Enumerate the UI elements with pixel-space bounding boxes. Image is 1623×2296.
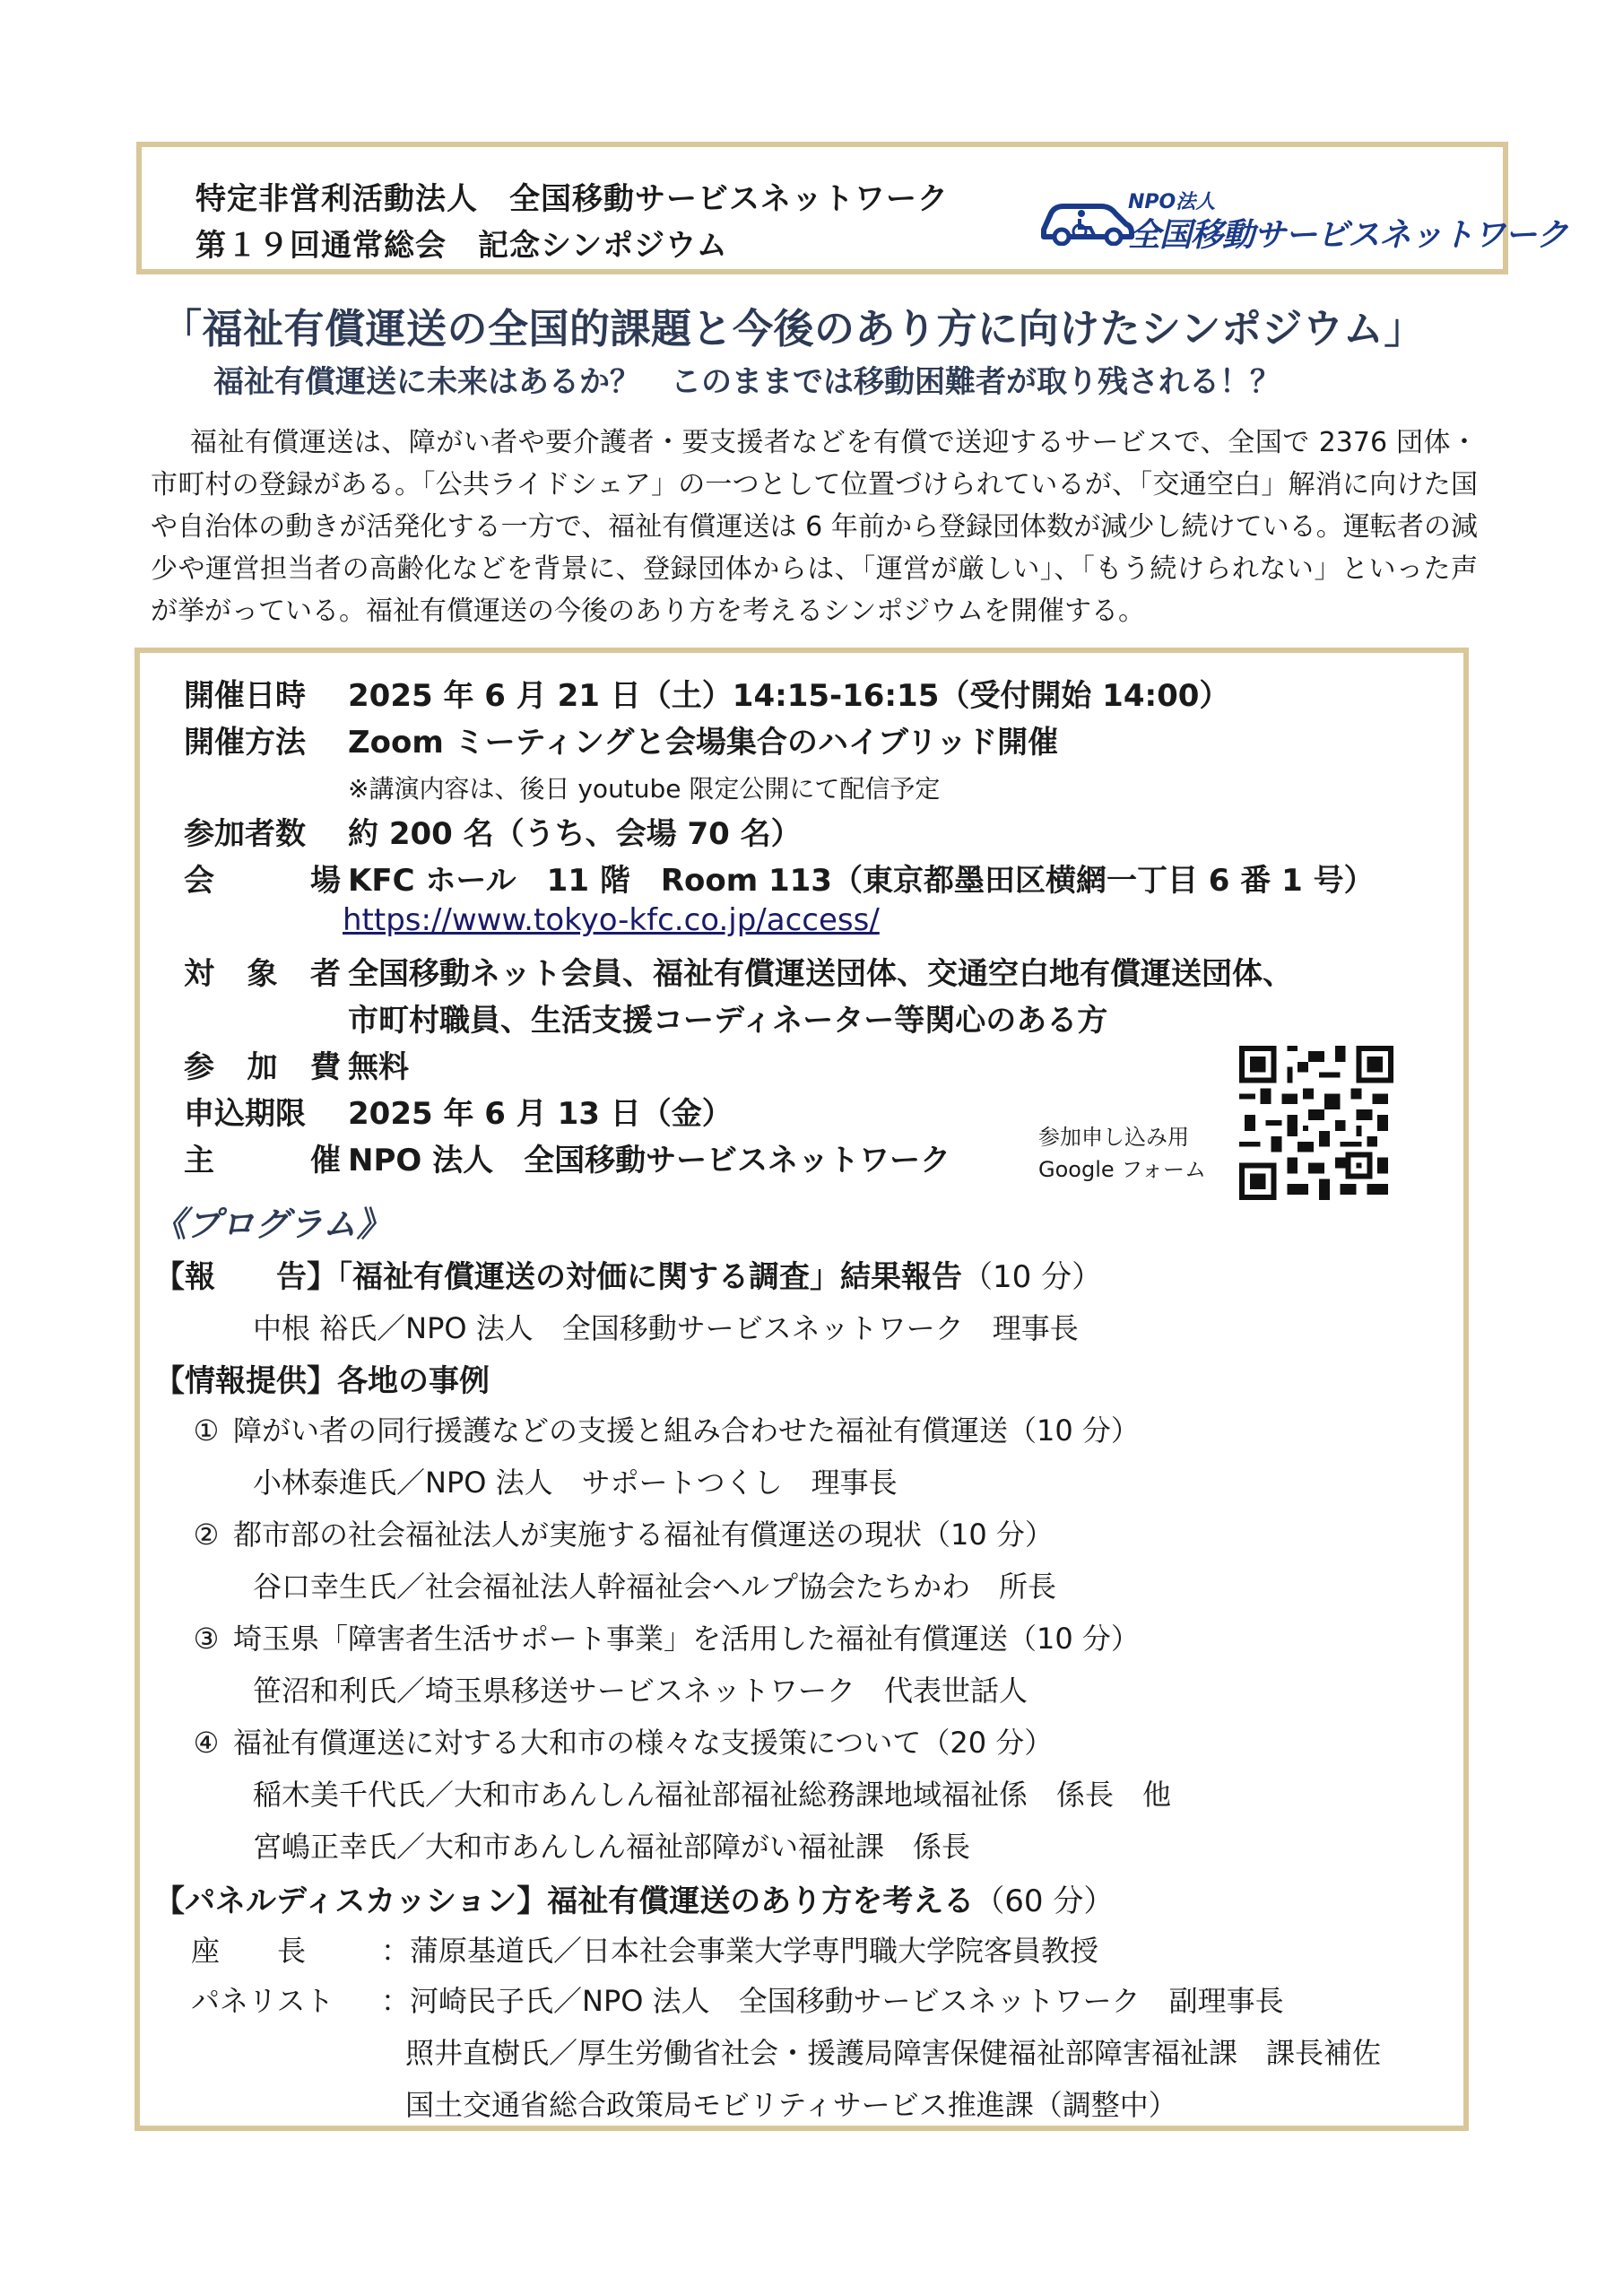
participants-label: 参加者数	[184, 816, 306, 852]
chair-label: 座 長	[191, 1934, 307, 1968]
fee-label: 参 加 費	[184, 1049, 341, 1085]
host-row	[184, 1135, 950, 1179]
venue-row	[184, 856, 1375, 900]
report-time: （10 分）	[962, 1259, 1103, 1295]
case-4-speaker-1: 稲木美千代氏／大和市あんしん福祉部福祉総務課地域福祉係 係長 他	[253, 1778, 1172, 1812]
method-label: 開催方法	[184, 725, 306, 761]
report-label: 【報 告】	[154, 1259, 337, 1295]
case-4-title	[190, 1720, 1053, 1761]
panelist-2: 照井直樹氏／厚生労働省社会・援護局障害保健福祉部障害福祉課 課長補佐	[405, 2036, 1382, 2070]
method-value: Zoom ミーティングと会場集合のハイブリッド開催	[348, 725, 1059, 761]
case-number: ①	[193, 1413, 220, 1448]
panel-heading	[154, 1876, 1114, 1920]
case-title: 埼玉県「障害者生活サポート事業」を活用した福祉有償運送（10 分）	[233, 1622, 1140, 1656]
symposium-title: 「福祉有償運送の全国的課題と今後のあり方に向けたシンポジウム」	[161, 305, 1425, 352]
car-wheelchair-icon	[1038, 194, 1137, 246]
event-series: 第１９回通常総会 記念シンポジウム	[195, 228, 728, 264]
target-value-cont: 市町村職員、生活支援コーディネーター等関心のある方	[348, 1003, 1108, 1039]
case-title: 福祉有償運送に対する大和市の様々な支援策について（20 分）	[233, 1726, 1054, 1760]
participants-row	[184, 809, 802, 853]
participants-value: 約 200 名（うち、会場 70 名）	[348, 816, 802, 852]
report-title: 「福祉有償運送の対価に関する調査」結果報告	[337, 1259, 962, 1295]
organizer-name: 特定非営利活動法人 全国移動サービスネットワーク	[195, 181, 949, 217]
host-label: 主 催	[184, 1143, 341, 1178]
organization-logo	[1038, 183, 1568, 255]
panel-label: 【パネルディスカッション】	[154, 1883, 548, 1919]
target-value: 全国移動ネット会員、福祉有償運送団体、交通空白地有償運送団体、	[348, 956, 1293, 992]
intro-paragraph: 福祉有償運送は、障がい者や要介護者・要支援者などを有償で送迎するサービスで、全国で 2376 団体・市町村の登録がある。「公共ライドシェア」の一つとして位置づけられているが、「交通空白」解消に向けた国や自治体の動きが活発化する一方で、福祉有償運送は 6 年前から登録団体数が減少し続けている。運転者の減少や運営担当者の高齢化などを背景に、登録団体からは、「運営が厳しい」、「もう続けられない」といった声が挙がっている。福祉有償運送の今後のあり方を考えるシンポジウムを開催する。	[151, 427, 1478, 627]
panel-title: 福祉有償運送のあり方を考える	[547, 1883, 975, 1919]
deadline-row	[184, 1089, 733, 1133]
panelist-3: 国土交通省総合政策局モビリティサービス推進課（調整中）	[405, 2088, 1177, 2122]
case-3-title	[190, 1616, 1140, 1657]
method-note: ※講演内容は、後日 youtube 限定公開にて配信予定	[348, 774, 941, 804]
program-heading: 《プログラム》	[152, 1205, 391, 1244]
fee-value: 無料	[348, 1049, 409, 1085]
info-heading	[154, 1356, 490, 1400]
info-title: 各地の事例	[337, 1363, 490, 1399]
case-3-speaker: 笹沼和利氏／埼玉県移送サービスネットワーク 代表世話人	[253, 1674, 1028, 1708]
method-row	[184, 718, 1058, 761]
deadline-label: 申込期限	[184, 1096, 306, 1132]
report-speaker: 中根 裕氏／NPO 法人 全国移動サービスネットワーク 理事長	[253, 1311, 1079, 1345]
header-box	[136, 142, 1568, 274]
info-label: 【情報提供】	[154, 1363, 337, 1399]
case-number: ④	[193, 1726, 220, 1760]
chair-value: ：蒲原基道氏／日本社会事業大学専門職大学院客員教授	[381, 1934, 1099, 1968]
date-row	[184, 671, 1229, 715]
report-heading	[154, 1252, 1102, 1296]
venue-value: KFC ホール 11 階 Room 113（東京都墨田区横網一丁目 6 番 1 号）	[348, 863, 1375, 899]
qr-caption-2: Google フォーム	[1038, 1157, 1207, 1182]
panelist-label: パネリスト	[191, 1984, 334, 2018]
panelist-1: ：河崎民子氏／NPO 法人 全国移動サービスネットワーク 副理事長	[381, 1984, 1284, 2018]
target-label: 対 象 者	[184, 956, 341, 992]
case-title: 障がい者の同行援護などの支援と組み合わせた福祉有償運送（10 分）	[233, 1413, 1140, 1448]
logo-org-name: 全国移動サービスネットワーク	[1128, 217, 1568, 254]
qr-caption-1: 参加申し込み用	[1038, 1125, 1189, 1150]
case-2-speaker: 谷口幸生氏／社会福祉法人幹福祉会ヘルプ協会たちかわ 所長	[253, 1570, 1057, 1604]
case-2-title	[190, 1512, 1054, 1553]
case-1-speaker: 小林泰進氏／NPO 法人 サポートつくし 理事長	[253, 1465, 898, 1500]
case-1-title	[190, 1408, 1140, 1449]
case-title: 都市部の社会福祉法人が実施する福祉有償運送の現状（10 分）	[233, 1518, 1054, 1552]
case-number: ③	[193, 1622, 220, 1656]
venue-url-link[interactable]: https://www.tokyo-kfc.co.jp/access/	[343, 902, 880, 938]
logo-npo-label: NPO法人	[1128, 191, 1216, 213]
venue-label: 会 場	[184, 863, 341, 899]
deadline-value: 2025 年 6 月 13 日（金）	[348, 1096, 733, 1132]
symposium-subtitle: 福祉有償運送に未来はあるか？ このままでは移動困難者が取り残される！？	[213, 364, 1280, 400]
fee-row	[184, 1042, 409, 1086]
case-number: ②	[193, 1518, 220, 1552]
date-label: 開催日時	[184, 678, 306, 714]
case-4-speaker-2: 宮嶋正幸氏／大和市あんしん福祉部障がい福祉課 係長	[253, 1830, 971, 1864]
panel-time: （60 分）	[974, 1883, 1115, 1919]
date-value: 2025 年 6 月 21 日（土）14:15-16:15（受付開始 14:00）	[348, 678, 1230, 714]
target-row	[184, 949, 1293, 993]
qr-code-icon[interactable]	[1239, 1046, 1393, 1200]
host-value: NPO 法人 全国移動サービスネットワーク	[348, 1143, 951, 1178]
